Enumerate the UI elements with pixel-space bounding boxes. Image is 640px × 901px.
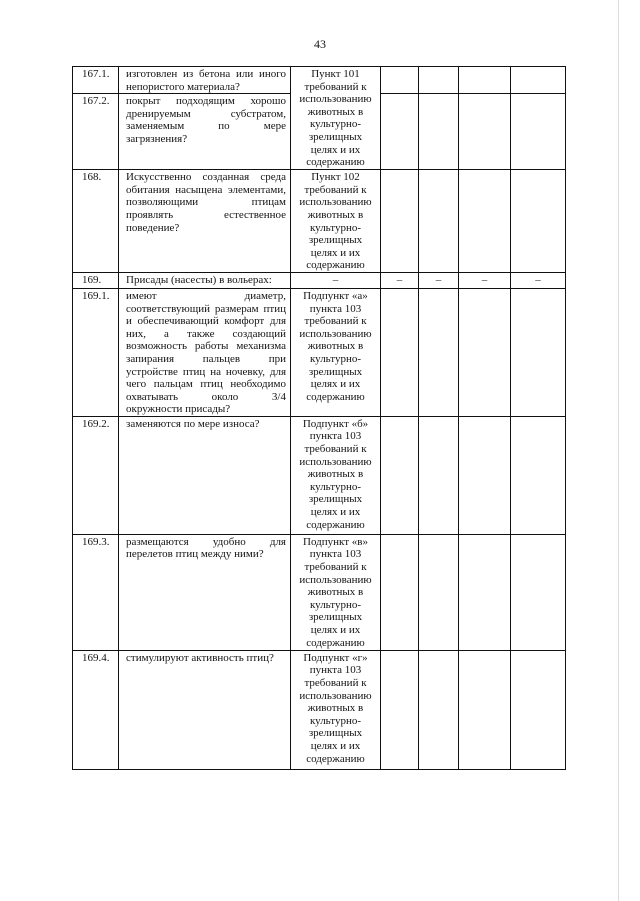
reference-line: использованию xyxy=(299,455,372,468)
table-row xyxy=(73,272,566,288)
item-number: 167.2. xyxy=(73,94,119,170)
reference-line: животных в xyxy=(307,468,364,481)
result-cell xyxy=(419,170,459,273)
result-cell xyxy=(381,534,419,650)
question-line: и обеспечивающий комфорт для xyxy=(126,315,286,328)
reference-line: животных в xyxy=(307,702,364,715)
question-line: изготовлен из бетона или иного xyxy=(126,68,286,80)
dash-mark: – xyxy=(419,272,459,288)
reference-line: культурно- xyxy=(309,352,361,365)
question-line: позволяющими птицам xyxy=(126,196,286,209)
table-row xyxy=(73,288,566,416)
reference-line: зрелищных xyxy=(308,365,363,378)
reference-line: культурно- xyxy=(309,118,361,131)
question-line: заменяемым по мере xyxy=(126,120,286,133)
result-cell xyxy=(459,416,511,534)
dash-mark: – xyxy=(381,272,419,288)
reference-line: животных в xyxy=(307,208,364,221)
item-number: 169.1. xyxy=(73,288,119,416)
reference-line: содержанию xyxy=(306,259,365,272)
question-line: чего пальцам птиц необходимо xyxy=(126,378,286,391)
reference-cell xyxy=(291,170,381,273)
reference-line: зрелищных xyxy=(308,727,363,740)
result-cell xyxy=(511,534,566,650)
reference-line: животных в xyxy=(307,586,364,599)
reference-line: требований к xyxy=(304,561,367,574)
reference-line: культурно- xyxy=(309,714,361,727)
result-cell xyxy=(419,534,459,650)
reference-line: целях и их xyxy=(310,143,361,156)
question-line: Искусственно созданная среда xyxy=(126,171,286,184)
result-cell xyxy=(511,416,566,534)
question-line: возможность работы механизма xyxy=(126,340,286,353)
reference-line: – xyxy=(332,273,339,286)
reference-line: использованию xyxy=(299,196,372,209)
result-cell xyxy=(511,170,566,273)
question-line: соответствующий размерам птиц xyxy=(126,302,286,315)
table-row xyxy=(73,170,566,273)
question-cell xyxy=(119,170,291,273)
reference-line: пункта 103 xyxy=(309,430,362,443)
dash-mark: – xyxy=(511,272,566,288)
question-line: окружности присады? xyxy=(126,403,231,416)
table-row xyxy=(73,534,566,650)
reference-line: зрелищных xyxy=(308,130,363,143)
question-line: перелетов птиц между ними? xyxy=(126,548,264,561)
reference-line: зрелищных xyxy=(308,493,363,506)
result-cell xyxy=(419,288,459,416)
reference-cell xyxy=(291,534,381,650)
question-cell xyxy=(119,67,291,94)
reference-line: требований к xyxy=(304,315,367,328)
result-cell xyxy=(381,416,419,534)
reference-line: целях и их xyxy=(310,246,361,259)
question-cell xyxy=(119,288,291,416)
question-line: имеют диаметр, xyxy=(126,289,286,302)
reference-line: зрелищных xyxy=(308,234,363,247)
table-row xyxy=(73,650,566,769)
result-cell xyxy=(459,67,511,94)
result-cell xyxy=(419,94,459,170)
result-cell xyxy=(459,288,511,416)
item-number: 169.4. xyxy=(73,650,119,769)
result-cell xyxy=(511,650,566,769)
question-line: них, а также создающий xyxy=(126,327,286,340)
question-line: поведение? xyxy=(126,221,180,234)
question-line: устройстве птиц на ночевку, для xyxy=(126,365,286,378)
reference-line: Подпункт «г» xyxy=(303,651,368,664)
reference-line: животных в xyxy=(307,105,364,118)
question-line: стимулируют активность птиц? xyxy=(126,651,274,664)
question-cell xyxy=(119,416,291,534)
reference-line: использованию xyxy=(299,689,372,702)
checklist-table xyxy=(72,66,566,770)
reference-line: Подпункт «в» xyxy=(303,535,368,548)
result-cell xyxy=(381,170,419,273)
question-line: дренируемым субстратом, xyxy=(126,107,286,120)
reference-line: пункта 103 xyxy=(309,302,362,315)
reference-line: Подпункт «а» xyxy=(303,289,368,302)
item-number: 167.1. xyxy=(73,67,119,94)
scan-edge-line xyxy=(618,0,619,901)
reference-line: содержанию xyxy=(306,156,365,169)
reference-line: содержанию xyxy=(306,636,365,649)
question-cell xyxy=(119,534,291,650)
question-line: загрязнения? xyxy=(126,132,188,145)
reference-line: требований к xyxy=(304,677,367,690)
reference-line: культурно- xyxy=(309,480,361,493)
table-row xyxy=(73,416,566,534)
page-number: 43 xyxy=(314,37,326,51)
dash-mark: – xyxy=(459,272,511,288)
question-line: обитания насыщена элементами, xyxy=(126,183,286,196)
reference-line: содержанию xyxy=(306,752,365,765)
reference-line: использованию xyxy=(299,327,372,340)
reference-line: содержанию xyxy=(306,518,365,531)
reference-line: целях и их xyxy=(310,740,361,753)
question-line: проявлять естественное xyxy=(126,208,286,221)
reference-line: требований к xyxy=(304,80,367,93)
reference-line: пункта 103 xyxy=(309,548,362,561)
reference-line: целях и их xyxy=(310,506,361,519)
reference-cell xyxy=(291,288,381,416)
item-number: 169.2. xyxy=(73,416,119,534)
result-cell xyxy=(419,416,459,534)
result-cell xyxy=(419,67,459,94)
question-cell xyxy=(119,272,291,288)
reference-line: зрелищных xyxy=(308,611,363,624)
question-line: запирания пальцев при xyxy=(126,352,286,365)
reference-line: культурно- xyxy=(309,598,361,611)
reference-line: использованию xyxy=(299,93,372,106)
result-cell xyxy=(459,94,511,170)
result-cell xyxy=(511,94,566,170)
reference-line: Пункт 101 xyxy=(311,68,360,80)
item-number: 168. xyxy=(73,170,119,273)
result-cell xyxy=(381,67,419,94)
reference-line: животных в xyxy=(307,340,364,353)
question-cell xyxy=(119,650,291,769)
result-cell xyxy=(381,94,419,170)
reference-line: Пункт 102 xyxy=(311,171,360,184)
reference-line: целях и их xyxy=(310,378,361,391)
result-cell xyxy=(459,534,511,650)
result-cell xyxy=(381,288,419,416)
item-number: 169. xyxy=(73,272,119,288)
question-line: размещаются удобно для xyxy=(126,535,286,548)
question-line: непористого материала? xyxy=(126,80,240,93)
question-cell xyxy=(119,94,291,170)
question-line: заменяются по мере износа? xyxy=(126,417,260,430)
reference-line: Подпункт «б» xyxy=(302,417,369,430)
reference-cell xyxy=(291,416,381,534)
reference-line: содержанию xyxy=(306,390,365,403)
question-line: Присады (насесты) в вольерах: xyxy=(126,273,272,286)
reference-line: целях и их xyxy=(310,624,361,637)
result-cell xyxy=(511,67,566,94)
table-row xyxy=(73,67,566,94)
reference-cell xyxy=(291,67,381,170)
reference-line: требований к xyxy=(304,183,367,196)
reference-line: требований к xyxy=(304,443,367,456)
result-cell xyxy=(419,650,459,769)
result-cell xyxy=(511,288,566,416)
reference-line: культурно- xyxy=(309,221,361,234)
reference-line: пункта 103 xyxy=(309,664,362,677)
reference-line: использованию xyxy=(299,573,372,586)
result-cell xyxy=(381,650,419,769)
result-cell xyxy=(459,650,511,769)
reference-cell xyxy=(291,650,381,769)
result-cell xyxy=(459,170,511,273)
reference-cell xyxy=(291,272,381,288)
question-line: покрыт подходящим хорошо xyxy=(126,95,286,108)
question-line: охватывать около 3/4 xyxy=(126,390,286,403)
item-number: 169.3. xyxy=(73,534,119,650)
